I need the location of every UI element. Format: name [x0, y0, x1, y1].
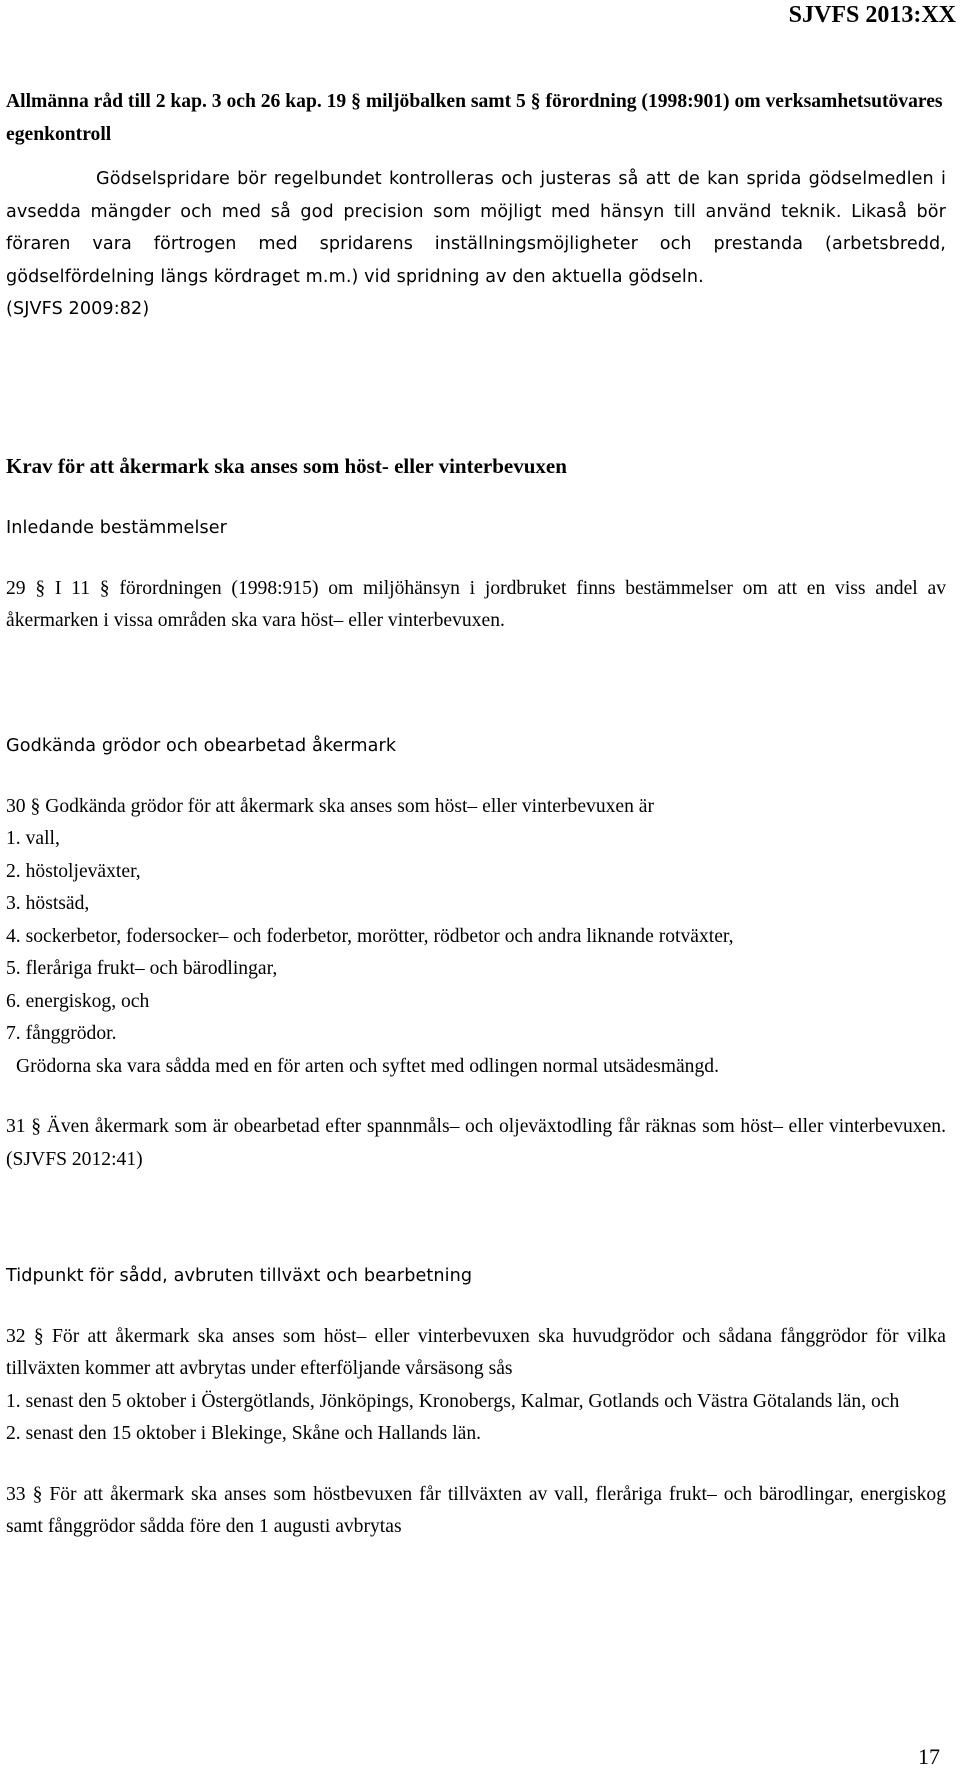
sowing-time-title: Tidpunkt för sådd, avbruten tillväxt och bearbetning [6, 1266, 473, 1286]
approved-crops-section [6, 730, 946, 1176]
paragraph-30-intro: 30 § Godkända grödor för att åkermark ska anses som höst– eller vinterbevuxen är [6, 795, 655, 817]
list-item: 2. höstoljeväxter, [6, 860, 141, 882]
section-heading-block [6, 450, 946, 483]
approved-crops-title: Godkända grödor och obearbetad åkermark [6, 736, 397, 756]
general-advice-section [6, 86, 946, 326]
intro-provisions-section [6, 512, 946, 638]
paragraph-31: 31 § Även åkermark som är obearbetad efter spannmåls– och oljeväxtodling får räknas som höst– eller vinterbevuxen. (SJVFS 2012:41) [6, 1116, 946, 1170]
intro-provisions-title: Inledande bestämmelser [6, 518, 227, 538]
document-code-header: SJVFS 2013:XX [788, 2, 956, 28]
list-item: 3. höstsäd, [6, 893, 90, 914]
general-advice-body: Gödselspridare bör regelbundet kontrolleras och justeras så att de kan sprida gödselmedlen i avsedda mängder och med så god precision som möjligt med hänsyn till använd teknik. Likaså bör föraren vara förtrogen med spridarens inställningsmöjligheter och prestanda (arbetsbredd, gödselfördelning längs kördraget m.m.) vid spridning av den aktuella gödseln. [6, 169, 946, 287]
list-item: 5. fleråriga frukt– och bärodlingar, [6, 958, 278, 979]
general-advice-reference: (SJVFS 2009:82) [6, 299, 150, 319]
section-heading: Krav för att åkermark ska anses som höst- eller vinterbevuxen [6, 454, 567, 478]
paragraph-29: 29 § I 11 § förordningen (1998:915) om miljöhänsyn i jordbruket finns bestämmelser om att en viss andel av åkermarken i vissa områden ska vara höst– eller vinterbevuxen. [6, 577, 946, 631]
paragraph-33: 33 § För att åkermark ska anses som höstbevuxen får tillväxten av vall, fleråriga frukt– och bärodlingar, energiskog samt fånggrödor sådda före den 1 augusti avbrytas [6, 1483, 946, 1537]
sowing-deadline-list [6, 1386, 946, 1451]
list-item: 2. senast den 15 oktober i Blekinge, Skåne och Hallands län. [6, 1423, 482, 1444]
sowing-time-section [6, 1260, 946, 1544]
approved-crops-list [6, 823, 946, 1051]
general-advice-title: Allmänna råd till 2 kap. 3 och 26 kap. 19 § miljöbalken samt 5 § förordning (1998:901) om verksamhetsutövares egenkontroll [6, 91, 943, 145]
list-item: 7. fånggrödor. [6, 1023, 117, 1044]
list-item: 6. energiskog, och [6, 990, 150, 1012]
paragraph-30-end: Grödorna ska vara sådda med en för arten och syftet med odlingen normal utsädesmängd. [16, 1055, 719, 1077]
page-number: 17 [918, 1744, 940, 1769]
list-item: 4. sockerbetor, fodersocker– och foderbetor, morötter, rödbetor och andra liknande rotväxter, [6, 925, 734, 947]
list-item: 1. senast den 5 oktober i Östergötlands, Jönköpings, Kronobergs, Kalmar, Gotlands och Västra Götalands län, och [6, 1390, 900, 1412]
paragraph-32-intro: 32 § För att åkermark ska anses som höst– eller vinterbevuxen ska huvudgrödor och sådana fånggrödor för vilka tillväxten kommer att avbrytas under efterföljande vårsäsong sås [6, 1325, 946, 1379]
list-item: 1. vall, [6, 828, 60, 849]
